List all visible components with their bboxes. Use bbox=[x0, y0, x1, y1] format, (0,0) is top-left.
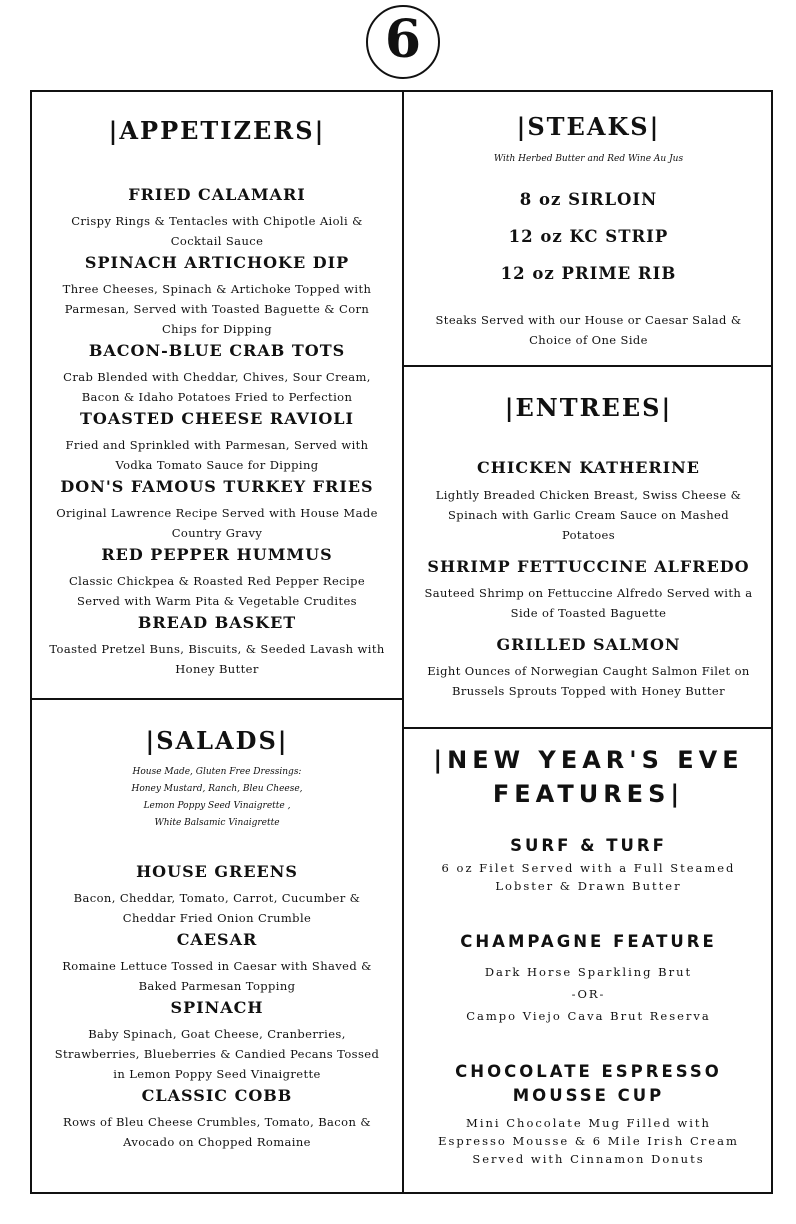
menu-item-name: BREAD BASKET bbox=[137, 613, 297, 632]
nye-section bbox=[404, 729, 773, 1192]
feature-name: CHAMPAGNE FEATURE bbox=[460, 932, 717, 951]
steak-item: 12 oz PRIME RIB bbox=[500, 264, 677, 283]
steaks-subtitle: With Herbed Butter and Red Wine Au Jus bbox=[493, 154, 684, 164]
menu-item-name: SPINACH ARTICHOKE DIP bbox=[84, 253, 350, 272]
menu-item-desc: Romaine Lettuce Tossed in Caesar with Shaved & Baked Parmesan Topping bbox=[62, 959, 372, 993]
menu-item-desc: Rows of Bleu Cheese Crumbles, Tomato, Bacon & Avocado on Chopped Romaine bbox=[63, 1115, 371, 1149]
menu-item-desc: Baby Spinach, Goat Cheese, Cranberries, Strawberries, Blueberries & Candied Pecans Tossed in Lemon Poppy Seed Vinaigrette bbox=[54, 1027, 380, 1081]
appetizers-heading: |APPETIZERS| bbox=[108, 116, 326, 145]
menu-item-desc: Crispy Rings & Tentacles with Chipotle Aioli & Cocktail Sauce bbox=[71, 214, 363, 248]
feature-desc: 6 oz Filet Served with a Full Steamed Lobster & Drawn Butter bbox=[441, 861, 736, 893]
entrees-section bbox=[404, 367, 773, 727]
menu-item-name: SHRIMP FETTUCCINE ALFREDO bbox=[427, 557, 750, 576]
menu-item-desc: Eight Ounces of Norwegian Caught Salmon Filet on Brussels Sprouts Topped with Honey Butter bbox=[427, 664, 750, 698]
feature-name: SURF & TURF bbox=[510, 836, 667, 855]
menu-item-desc: Three Cheeses, Spinach & Artichoke Topped with Parmesan, Served with Toasted Baguette & Corn Chips for Dipping bbox=[62, 282, 372, 336]
menu-item-desc: Fried and Sprinkled with Parmesan, Served with Vodka Tomato Sauce for Dipping bbox=[65, 438, 369, 472]
menu-item-desc: Sauteed Shrimp on Fettuccine Alfredo Served with a Side of Toasted Baguette bbox=[424, 586, 753, 620]
menu-item-desc: Lightly Breaded Chicken Breast, Swiss Cheese & Spinach with Garlic Cream Sauce on Mashed Potatoes bbox=[435, 488, 742, 542]
menu-item-name: RED PEPPER HUMMUS bbox=[101, 545, 333, 564]
steaks-heading: |STEAKS| bbox=[516, 112, 661, 141]
feature-name: CHOCOLATE ESPRESSO MOUSSE CUP bbox=[455, 1062, 722, 1105]
steaks-note: Steaks Served with our House or Caesar Salad & Choice of One Side bbox=[435, 313, 742, 347]
menu-item-name: GRILLED SALMON bbox=[496, 635, 681, 654]
feature-desc: Mini Chocolate Mug Filled with Espresso Mousse & 6 Mile Irish Cream Served with Cinnamon Donuts bbox=[438, 1116, 739, 1166]
menu-item-name: TOASTED CHEESE RAVIOLI bbox=[79, 409, 355, 428]
nye-heading: |NEW YEAR'S EVE FEATURES| bbox=[433, 746, 744, 808]
menu-item-name: BACON-BLUE CRAB TOTS bbox=[88, 341, 346, 360]
menu-item-name: SPINACH bbox=[170, 998, 264, 1017]
steaks-section bbox=[404, 92, 773, 365]
menu-item-name: CHICKEN KATHERINE bbox=[477, 458, 700, 477]
menu-item-name: CAESAR bbox=[176, 930, 258, 949]
appetizers-section bbox=[32, 92, 402, 698]
salads-section bbox=[32, 700, 402, 1192]
steak-item: 12 oz KC STRIP bbox=[508, 227, 669, 246]
menu-item-name: HOUSE GREENS bbox=[136, 862, 298, 881]
menu-item-desc: Toasted Pretzel Buns, Biscuits, & Seeded Lavash with Honey Butter bbox=[49, 642, 385, 676]
menu-item-name: DON'S FAMOUS TURKEY FRIES bbox=[60, 477, 374, 496]
salads-dressings: House Made, Gluten Free Dressings: Honey Mustard, Ranch, Bleu Cheese, Lemon Poppy Seed Vinaigrette , White Balsamic Vinaigrette bbox=[131, 767, 303, 828]
salads-heading: |SALADS| bbox=[145, 726, 289, 755]
menu-item-desc: Classic Chickpea & Roasted Red Pepper Recipe Served with Warm Pita & Vegetable Crudites bbox=[68, 574, 366, 608]
restaurant-logo bbox=[366, 5, 440, 79]
menu-item-name: CLASSIC COBB bbox=[141, 1086, 293, 1105]
menu-item-name: FRIED CALAMARI bbox=[128, 185, 306, 204]
menu-item-desc: Bacon, Cheddar, Tomato, Carrot, Cucumber & Cheddar Fried Onion Crumble bbox=[73, 891, 361, 925]
steak-item: 8 oz SIRLOIN bbox=[519, 190, 658, 209]
menu-item-desc: Original Lawrence Recipe Served with House Made Country Gravy bbox=[56, 506, 378, 540]
feature-desc: Dark Horse Sparkling Brut -OR- Campo Viejo Cava Brut Reserva bbox=[466, 965, 711, 1023]
menu-item-desc: Crab Blended with Cheddar, Chives, Sour Cream, Bacon & Idaho Potatoes Fried to Perfection bbox=[63, 370, 371, 404]
logo-number: 6 bbox=[384, 9, 422, 70]
entrees-heading: |ENTREES| bbox=[504, 393, 673, 422]
